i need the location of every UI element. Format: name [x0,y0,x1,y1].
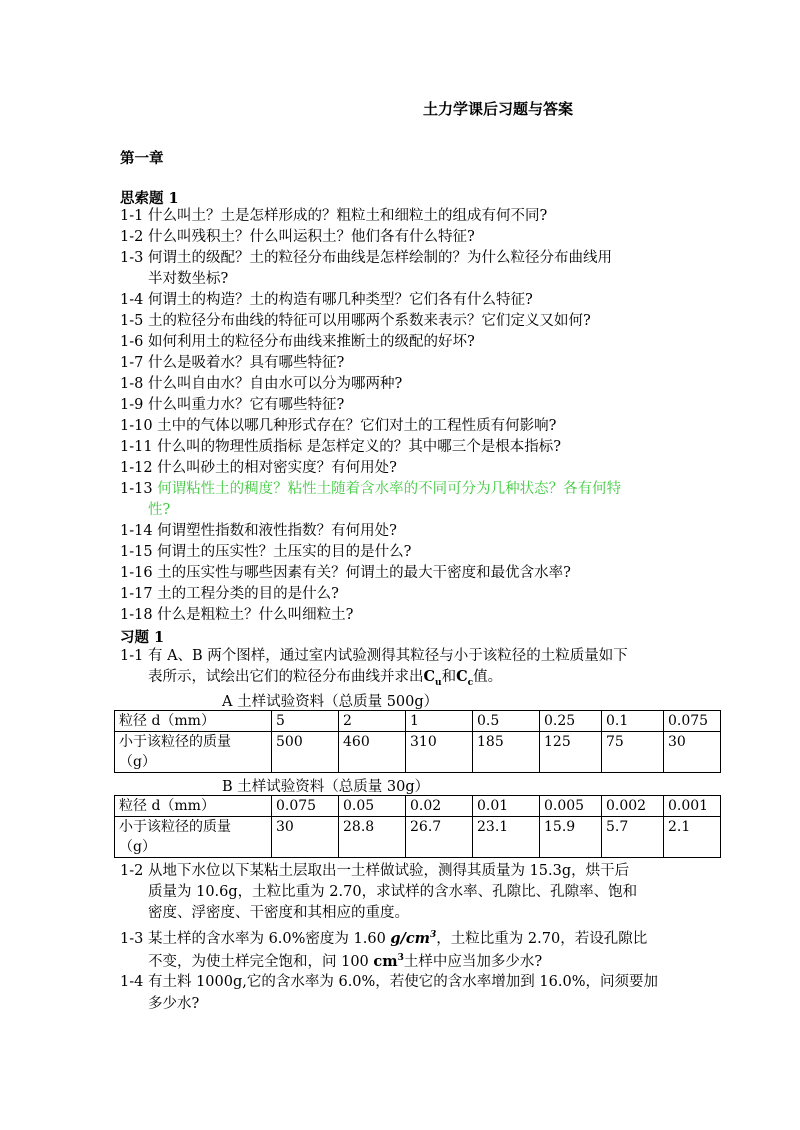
table-cell: 小于该粒径的质量 （g） [115,817,272,858]
table-cell: 30 [272,817,339,858]
table-row [115,817,721,858]
exercise-1-1-cont: 表所示，试绘出它们的粒径分布曲线并求出$C_u$和$C_c$值。 [148,668,503,688]
exercise-1-1: 1-1 有 A、B 两个图样，通过室内试验测得其粒径与小于该粒径的土粒质量如下 [120,648,628,664]
table-cell: 310 [406,732,473,773]
table-cell: 粒径 d（mm） [115,796,272,817]
chapter-heading: 第一章 [120,150,164,167]
question-1-18: 1-18 什么是粗粒土？什么叫细粒土? [120,607,354,623]
table-cell: 0.02 [406,796,473,817]
table-cell: 26.7 [406,817,473,858]
table-row [115,711,721,732]
exercise-1-3: 1-3 某土样的含水率为 6.0%密度为 1.60 $g/cm^3$，土粒比重为 2.70，若设孔隙比 [120,929,648,947]
table-cell: 5.7 [602,817,664,858]
table-cell: 2 [339,711,406,732]
table-cell: 0.05 [339,796,406,817]
question-1-14: 1-14 何谓塑性指数和液性指数？有何用处? [120,523,397,539]
table-b [114,795,721,858]
exercise-1-2: 1-2 从地下水位以下某粘土层取出一土样做试验，测得其质量为 15.3g，烘干后 [120,863,630,879]
table-cell: 75 [602,732,664,773]
table-cell: 0.25 [540,711,602,732]
question-1-3: 1-3 何谓土的级配？土的粒径分布曲线是怎样绘制的？为什么粒径分布曲线用 [120,250,612,266]
question-1-13-number: 1-13 [120,481,158,497]
table-a [114,710,721,773]
table-row [115,732,721,773]
question-1-16: 1-16 土的压实性与哪些因素有关？何谓土的最大干密度和最优含水率? [120,565,571,581]
table-cell: 0.075 [272,796,339,817]
table-cell: 0.01 [473,796,540,817]
table-cell: 0.1 [602,711,664,732]
exercise-1-2-cont: 质量为 10.6g，土粒比重为 2.70，求试样的含水率、孔隙比、孔隙率、饱和 [148,884,638,900]
table-cell: 500 [272,732,339,773]
table-cell: 0.002 [602,796,664,817]
table-cell: 30 [664,732,721,773]
question-1-1: 1-1 什么叫土？土是怎样形成的？粗粒土和细粒土的组成有何不同? [120,208,548,224]
table-row [115,796,721,817]
exercise-1-3-cont: 不变，为使土样完全饱和，问 100 $cm^3$土样中应当加多少水? [148,952,543,970]
question-1-10: 1-10 土中的气体以哪几种形式存在？它们对土的工程性质有何影响? [120,418,557,434]
table-b-caption: B 土样试验资料（总质量 30g） [222,779,430,795]
table-cell: 15.9 [540,817,602,858]
exercise-heading: 习题 1 [120,629,165,646]
table-cell: 5 [272,711,339,732]
table-cell: 0.001 [664,796,721,817]
question-1-7: 1-7 什么是吸着水？具有哪些特征? [120,355,345,371]
table-cell: 0.5 [473,711,540,732]
question-1-17: 1-17 土的工程分类的目的是什么? [120,586,339,602]
question-1-13-cont: 性? [148,502,171,518]
table-cell: 23.1 [473,817,540,858]
exercise-1-2-cont2: 密度、浮密度、干密度和其相应的重度。 [148,905,409,921]
table-cell: 粒径 d（mm） [115,711,272,732]
document-title: 土力学课后习题与答案 [423,100,574,118]
question-1-12: 1-12 什么叫砂土的相对密实度？有何用处? [120,460,397,476]
volume-unit: $cm^3$ [373,952,404,970]
table-cell: 28.8 [339,817,406,858]
question-1-13-highlight: 何谓粘性土的稠度？粘性土随着含水率的不同可分为几种状态？各有何特 [157,481,622,497]
question-1-15: 1-15 何谓土的压实性？土压实的目的是什么? [120,544,412,560]
table-cell: 1 [406,711,473,732]
question-1-8: 1-8 什么叫自由水？自由水可以分为哪两种? [120,376,403,392]
density-unit: $g/cm^3$ [390,929,437,947]
table-a-caption: A 土样试验资料（总质量 500g） [222,694,439,710]
question-1-2: 1-2 什么叫残积土？什么叫运积土？他们各有什么特征? [120,229,475,245]
question-1-11: 1-11 什么叫的物理性质指标 是怎样定义的？其中哪三个是根本指标? [120,439,562,455]
table-cell: 460 [339,732,406,773]
table-cell: 小于该粒径的质量 （g） [115,732,272,773]
thinking-heading: 思索题 1 [120,190,179,207]
question-1-9: 1-9 什么叫重力水？它有哪些特征? [120,397,345,413]
question-1-4: 1-4 何谓土的构造？土的构造有哪几种类型？它们各有什么特征? [120,292,533,308]
cu-symbol: $C_u$ [423,668,442,688]
table-cell: 0.005 [540,796,602,817]
table-cell: 0.075 [664,711,721,732]
table-cell: 185 [473,732,540,773]
exercise-1-4: 1-4 有土料 1000g,它的含水率为 6.0%，若使它的含水率增加到 16.0%，问须要加 [120,974,658,990]
table-cell: 125 [540,732,602,773]
question-1-3-cont: 半对数坐标? [148,271,229,287]
exercise-1-4-cont: 多少水? [148,996,200,1012]
question-1-5: 1-5 土的粒径分布曲线的特征可以用哪两个系数来表示？它们定义又如何? [120,313,591,329]
question-1-6: 1-6 如何利用土的粒径分布曲线来推断土的级配的好坏? [120,334,475,350]
cc-symbol: $C_c$ [456,668,474,688]
table-cell: 2.1 [664,817,721,858]
question-1-13 [120,479,621,499]
